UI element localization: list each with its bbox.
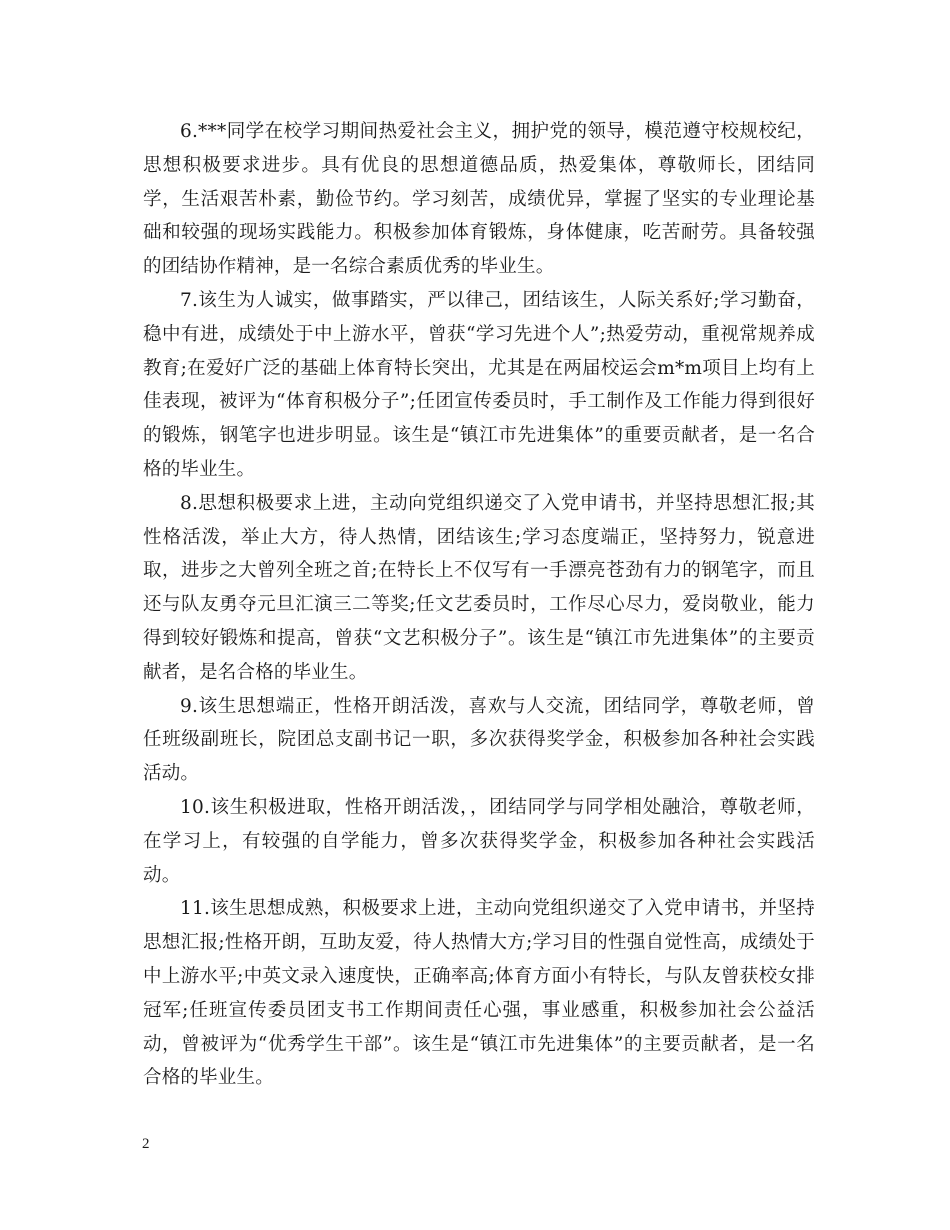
document-body (143, 115, 815, 1095)
paragraph-7: 7.该生为人诚实，做事踏实，严以律己，团结该生，人际关系好;学习勤奋，稳中有进，成绩处于中上游水平，曾获“学习先进个人”;热爱劳动，重视常规养成教育;在爱好广泛的基础上体育特长突出，尤其是在两届校运会m*m项目上均有上佳表现，被评为“体育积极分子”;任团宣传委员时，手工制作及工作能力得到很好的锻炼，钢笔字也进步明显。该生是“镇江市先进集体”的重要贡献者，是一名合格的毕业生。 (143, 289, 815, 480)
paragraph-6: 6.***同学在校学习期间热爱社会主义，拥护党的领导，模范遵守校规校纪，思想积极要求进步。具有优良的思想道德品质，热爱集体，尊敬师长，团结同学，生活艰苦朴素，勤俭节约。学习刻苦，成绩优异，掌握了坚实的专业理论基础和较强的现场实践能力。积极参加体育锻炼，身体健康，吃苦耐劳。具备较强的团结协作精神，是一名综合素质优秀的毕业生。 (143, 121, 815, 278)
paragraph-10: 10.该生积极进取，性格开朗活泼，，团结同学与同学相处融洽，尊敬老师，在学习上，有较强的自学能力，曾多次获得奖学金，积极参加各种社会实践活动。 (143, 796, 815, 886)
paragraph-8: 8.思想积极要求上进，主动向党组织递交了入党申请书，并坚持思想汇报;其性格活泼，举止大方，待人热情，团结该生;学习态度端正，坚持努力，锐意进取，进步之大曾列全班之首;在特长上不仅写有一手漂亮苍劲有力的钢笔字，而且还与队友勇夺元旦汇演三二等奖;任文艺委员时，工作尽心尽力，爱岗敬业，能力得到较好锻炼和提高，曾获“文艺积极分子”。该生是“镇江市先进集体”的主要贡献者，是名合格的毕业生。 (143, 492, 815, 683)
paragraph-11: 11.该生思想成熟，积极要求上进，主动向党组织递交了入党申请书，并坚持思想汇报;性格开朗，互助友爱，待人热情大方;学习目的性强自觉性高，成绩处于中上游水平;中英文录入速度快，正确率高;体育方面小有特长，与队友曾获校女排冠军;任班宣传委员团支书工作期间责任心强，事业感重，积极参加社会公益活动，曾被评为“优秀学生干部”。该生是“镇江市先进集体”的主要贡献者，是一名合格的毕业生。 (143, 898, 815, 1089)
paragraph-9: 9.该生思想端正，性格开朗活泼，喜欢与人交流，团结同学，尊敬老师，曾任班级副班长，院团总支副书记一职，多次获得奖学金，积极参加各种社会实践活动。 (143, 695, 815, 785)
page-number: 2 (142, 1136, 150, 1152)
